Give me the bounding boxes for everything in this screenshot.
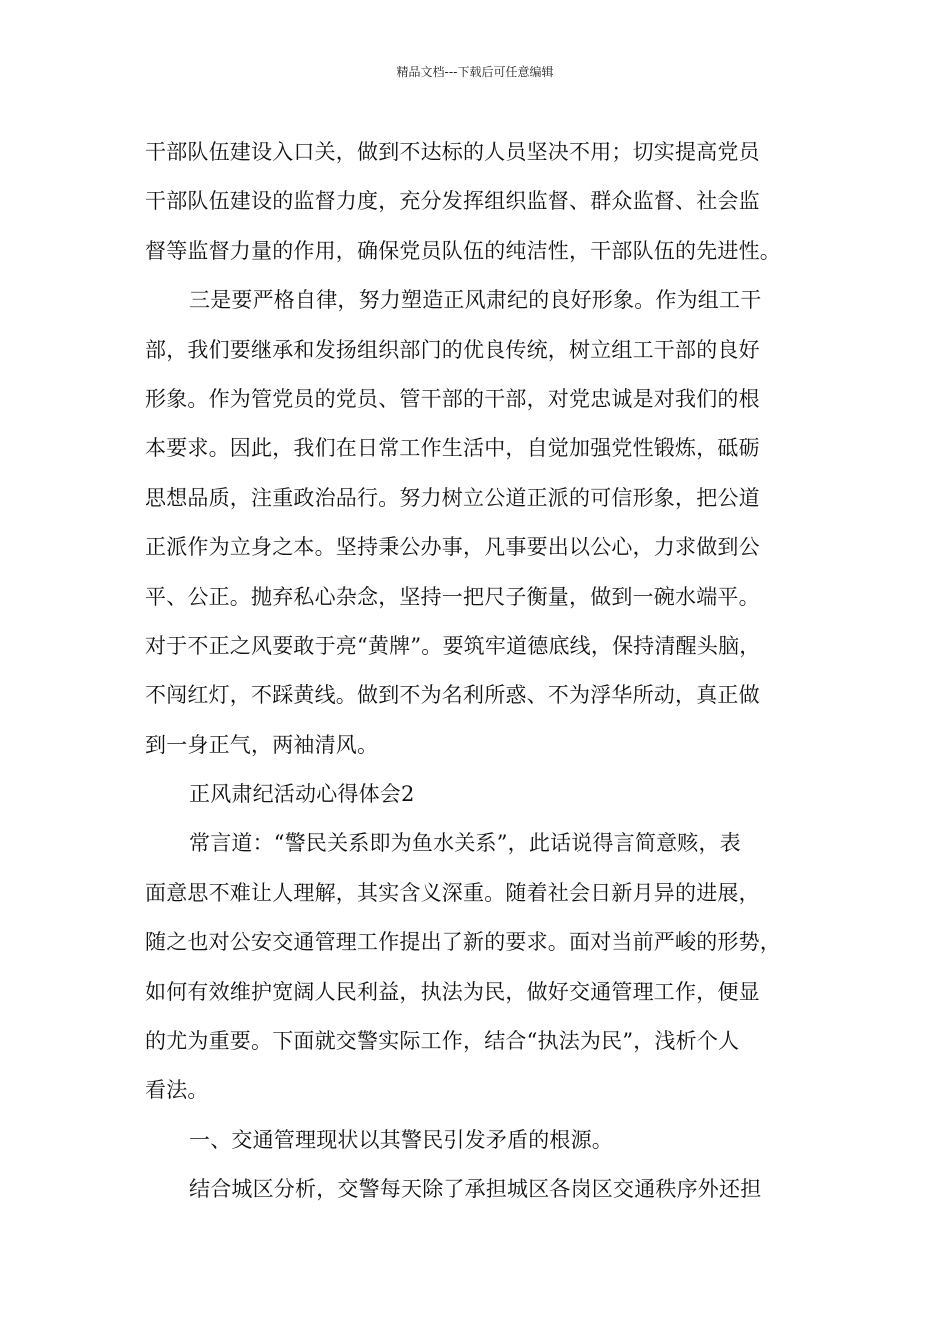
text-line: 正风肃纪活动心得体会2 — [189, 782, 415, 807]
text-line: 结合城区分析，交警每天除了承担城区各岗区交通秩序外还担 — [189, 1177, 762, 1202]
page-header: 精品文档---下载后可任意编辑 — [396, 65, 554, 79]
text-line: 思想品质，注重政治品行。努力树立公道正派的可信形象，把公道 — [145, 485, 760, 510]
text-line: 常言道：“警民关系即为鱼水关系”，此话说得言简意赅，表 — [189, 831, 741, 856]
text-line: 平、公正。抛弃私心杂念，坚持一把尺子衡量，做到一碗水端平。 — [145, 584, 760, 609]
text-line: 三是要严格自律，努力塑造正风肃纪的良好形象。作为组工干 — [189, 288, 762, 313]
text-line: 面意思不难让人理解，其实含义深重。随着社会日新月异的进展， — [145, 880, 760, 905]
text-line: 不闯红灯，不踩黄线。做到不为名利所惑、不为浮华所动，真正做 — [145, 683, 760, 708]
text-line: 干部队伍建设的监督力度，充分发挥组织监督、群众监督、社会监 — [145, 189, 760, 214]
text-line: 一、交通管理现状以其警民引发矛盾的根源。 — [189, 1127, 613, 1152]
text-line: 督等监督力量的作用，确保党员队伍的纯洁性，干部队伍的先进性。 — [145, 238, 781, 263]
text-line: 的尤为重要。下面就交警实际工作，结合“执法为民”，浅析个人 — [145, 1029, 740, 1054]
text-line: 正派作为立身之本。坚持秉公办事，凡事要出以公心，力求做到公 — [145, 535, 760, 560]
text-line: 形象。作为管党员的党员、管干部的干部，对党忠诚是对我们的根 — [145, 386, 760, 411]
document-body — [145, 128, 835, 1215]
text-line: 干部队伍建设入口关，做到不达标的人员坚决不用；切实提高党员 — [145, 140, 760, 164]
text-line: 随之也对公安交通管理工作提出了新的要求。面对当前严峻的形势， — [145, 930, 781, 955]
text-line: 对于不正之风要敢于亮“黄牌”。要筑牢道德底线，保持清醒头脑， — [145, 633, 761, 658]
text-line: 本要求。因此，我们在日常工作生活中，自觉加强党性锻炼，砥砺 — [145, 436, 760, 461]
text-line: 看法。 — [145, 1078, 209, 1103]
text-line: 部，我们要继承和发扬组织部门的优良传统，树立组工干部的良好 — [145, 337, 760, 362]
text-line: 如何有效维护宽阔人民利益，执法为民，做好交通管理工作，便显 — [145, 979, 760, 1004]
text-line: 到一身正气，两袖清风。 — [145, 732, 379, 757]
